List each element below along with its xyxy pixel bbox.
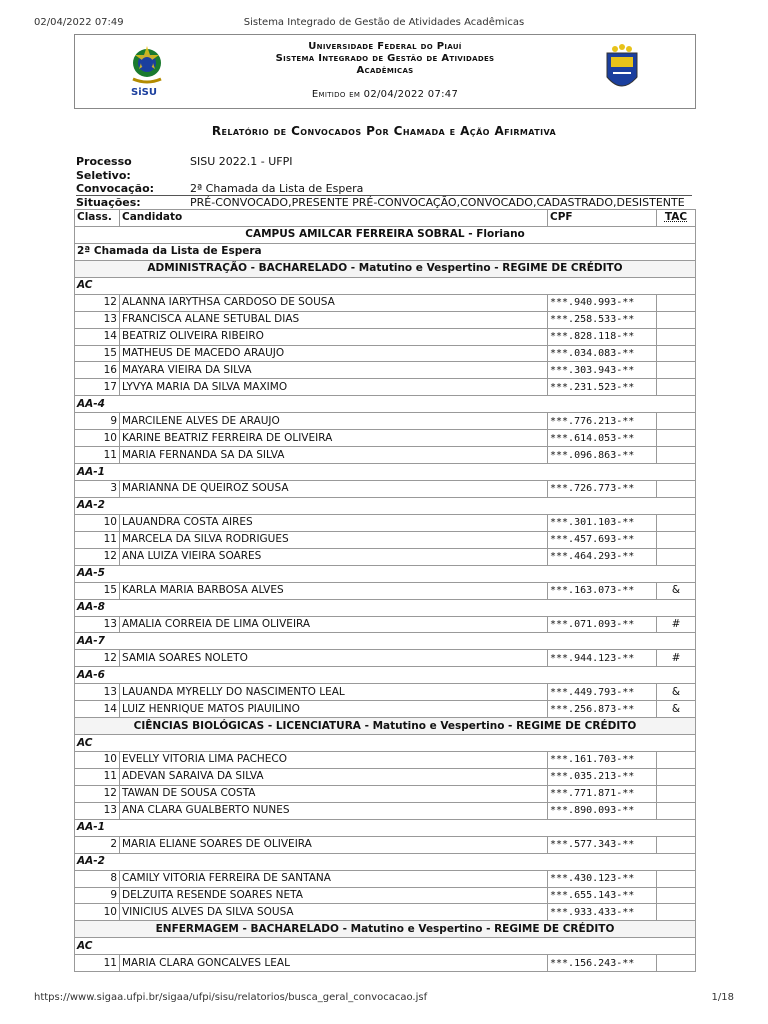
table-row — [75, 362, 696, 379]
table-row — [75, 684, 696, 701]
situacoes-value: PRÉ-CONVOCADO,PRESENTE PRÉ-CONVOCAÇÃO,CONVOCADO,CADASTRADO,DESISTENTE — [190, 195, 685, 209]
chamada-label: 2ª Chamada da Lista de Espera — [75, 243, 696, 260]
course-row — [75, 921, 696, 938]
tac-cell — [657, 345, 696, 362]
cpf-cell: ***.071.093-** — [548, 616, 657, 633]
table-row — [75, 413, 696, 430]
class-cell: 8 — [75, 870, 120, 887]
cpf-cell: ***.301.103-** — [548, 514, 657, 531]
group-label: AA-5 — [75, 565, 696, 582]
table-row — [75, 802, 696, 819]
group-label: AA-1 — [75, 464, 696, 481]
sisu-logo-text: SiSU — [131, 87, 157, 98]
table-row — [75, 904, 696, 921]
table-row — [75, 870, 696, 887]
group-label: AA-8 — [75, 599, 696, 616]
candidate-name-cell: DELZUITA RESENDE SOARES NETA — [120, 887, 548, 904]
group-row — [75, 497, 696, 514]
class-cell: 10 — [75, 514, 120, 531]
tac-cell: & — [657, 582, 696, 599]
tac-cell: # — [657, 616, 696, 633]
tac-cell: & — [657, 701, 696, 718]
class-cell: 14 — [75, 701, 120, 718]
tac-cell — [657, 836, 696, 853]
group-row — [75, 396, 696, 413]
table-row — [75, 514, 696, 531]
cpf-cell: ***.034.083-** — [548, 345, 657, 362]
candidate-name-cell: MATHEUS DE MACEDO ARAUJO — [120, 345, 548, 362]
report-title: Relatório de Convocados Por Chamada e Ação Afirmativa — [211, 124, 557, 138]
tac-cell — [657, 768, 696, 785]
candidate-name-cell: MARIA FERNANDA SA DA SILVA — [120, 447, 548, 464]
table-row — [75, 955, 696, 972]
group-label: AA-1 — [75, 819, 696, 836]
group-row — [75, 853, 696, 870]
tac-cell: # — [657, 650, 696, 667]
table-row — [75, 379, 696, 396]
tac-cell — [657, 955, 696, 972]
group-label: AA-2 — [75, 853, 696, 870]
class-cell: 12 — [75, 294, 120, 311]
table-row — [75, 887, 696, 904]
print-url: https://www.sigaa.ufpi.br/sigaa/ufpi/sisu/relatorios/busca_geral_convocacao.jsf — [34, 992, 428, 1003]
cpf-cell: ***.940.993-** — [548, 294, 657, 311]
table-row — [75, 481, 696, 498]
course-label: ADMINISTRAÇÃO - BACHARELADO - Matutino e Vespertino - REGIME DE CRÉDITO — [75, 260, 696, 277]
cpf-cell: ***.726.773-** — [548, 481, 657, 498]
course-label: ENFERMAGEM - BACHARELADO - Matutino e Vespertino - REGIME DE CRÉDITO — [75, 921, 696, 938]
group-row — [75, 565, 696, 582]
class-cell: 12 — [75, 650, 120, 667]
col-candidato-header: Candidato — [120, 210, 548, 227]
tac-cell — [657, 548, 696, 565]
tac-cell — [657, 887, 696, 904]
group-label: AA-4 — [75, 396, 696, 413]
tac-cell — [657, 870, 696, 887]
course-label: CIÊNCIAS BIOLÓGICAS - LICENCIATURA - Matutino e Vespertino - REGIME DE CRÉDITO — [75, 718, 696, 735]
class-cell: 16 — [75, 362, 120, 379]
candidate-name-cell: EVELLY VITORIA LIMA PACHECO — [120, 752, 548, 769]
table-row — [75, 582, 696, 599]
candidate-name-cell: MAYARA VIEIRA DA SILVA — [120, 362, 548, 379]
group-row — [75, 599, 696, 616]
candidate-name-cell: MARIA CLARA GONCALVES LEAL — [120, 955, 548, 972]
class-cell: 15 — [75, 582, 120, 599]
cpf-cell: ***.933.433-** — [548, 904, 657, 921]
cpf-cell: ***.464.293-** — [548, 548, 657, 565]
col-cpf-header: CPF — [548, 210, 657, 227]
ufpi-crest-icon — [605, 43, 639, 95]
report-meta — [76, 155, 685, 209]
campus-row — [75, 226, 696, 243]
class-cell: 15 — [75, 345, 120, 362]
cpf-cell: ***.258.533-** — [548, 311, 657, 328]
class-cell: 11 — [75, 955, 120, 972]
candidate-name-cell: AMALIA CORREIA DE LIMA OLIVEIRA — [120, 616, 548, 633]
convocacao-label: Convocação: — [76, 182, 155, 195]
candidate-name-cell: CAMILY VITORIA FERREIRA DE SANTANA — [120, 870, 548, 887]
candidate-name-cell: TAWAN DE SOUSA COSTA — [120, 785, 548, 802]
group-label: AA-7 — [75, 633, 696, 650]
table-row — [75, 768, 696, 785]
candidate-name-cell: LYVYA MARIA DA SILVA MAXIMO — [120, 379, 548, 396]
candidate-name-cell: ADEVAN SARAIVA DA SILVA — [120, 768, 548, 785]
tac-cell — [657, 328, 696, 345]
group-row — [75, 938, 696, 955]
cpf-cell: ***.163.073-** — [548, 582, 657, 599]
candidate-name-cell: LAUANDRA COSTA AIRES — [120, 514, 548, 531]
cpf-cell: ***.303.943-** — [548, 362, 657, 379]
class-cell: 13 — [75, 802, 120, 819]
col-tac-header: TAC — [657, 210, 696, 227]
table-row — [75, 328, 696, 345]
tac-cell — [657, 413, 696, 430]
course-row — [75, 260, 696, 277]
course-row — [75, 718, 696, 735]
table-row — [75, 311, 696, 328]
group-label: AC — [75, 938, 696, 955]
cpf-cell: ***.096.863-** — [548, 447, 657, 464]
print-datetime: 02/04/2022 07:49 — [34, 17, 124, 28]
group-row — [75, 633, 696, 650]
col-class-header: Class. — [75, 210, 120, 227]
table-row — [75, 650, 696, 667]
group-row — [75, 277, 696, 294]
cpf-cell: ***.577.343-** — [548, 836, 657, 853]
table-row — [75, 701, 696, 718]
emitido-em: Emitido em 02/04/2022 07:47 — [311, 89, 459, 100]
group-label: AC — [75, 735, 696, 752]
candidate-name-cell: LAUANDA MYRELLY DO NASCIMENTO LEAL — [120, 684, 548, 701]
group-row — [75, 819, 696, 836]
group-row — [75, 667, 696, 684]
table-header-row — [75, 210, 696, 227]
convocados-table — [74, 209, 696, 972]
group-label: AA-6 — [75, 667, 696, 684]
cpf-cell: ***.156.243-** — [548, 955, 657, 972]
cpf-cell: ***.828.118-** — [548, 328, 657, 345]
processo-value: SISU 2022.1 - UFPI — [190, 155, 293, 168]
tac-cell — [657, 481, 696, 498]
candidate-name-cell: ALANNA IARYTHSA CARDOSO DE SOUSA — [120, 294, 548, 311]
convocacao-value: 2ª Chamada da Lista de Espera — [190, 182, 364, 195]
class-cell: 17 — [75, 379, 120, 396]
table-row — [75, 548, 696, 565]
class-cell: 3 — [75, 481, 120, 498]
cpf-cell: ***.614.053-** — [548, 430, 657, 447]
candidate-name-cell: MARIANNA DE QUEIROZ SOUSA — [120, 481, 548, 498]
cpf-cell: ***.776.213-** — [548, 413, 657, 430]
institution-name: Universidade Federal do Piauí Sistema Integrado de Gestão de Atividades Acadêmicas — [275, 41, 495, 76]
class-cell: 12 — [75, 548, 120, 565]
cpf-cell: ***.890.093-** — [548, 802, 657, 819]
table-row — [75, 447, 696, 464]
class-cell: 10 — [75, 430, 120, 447]
class-cell: 11 — [75, 768, 120, 785]
tac-cell — [657, 785, 696, 802]
table-row — [75, 345, 696, 362]
cpf-cell: ***.035.213-** — [548, 768, 657, 785]
candidate-name-cell: BEATRIZ OLIVEIRA RIBEIRO — [120, 328, 548, 345]
cpf-cell: ***.231.523-** — [548, 379, 657, 396]
candidate-name-cell: SAMIA SOARES NOLETO — [120, 650, 548, 667]
print-title: Sistema Integrado de Gestão de Atividades Acadêmicas — [243, 17, 525, 28]
campus-label: CAMPUS AMILCAR FERREIRA SOBRAL - Floriano — [75, 226, 696, 243]
tac-cell — [657, 294, 696, 311]
candidate-name-cell: FRANCISCA ALANE SETUBAL DIAS — [120, 311, 548, 328]
cpf-cell: ***.457.693-** — [548, 531, 657, 548]
table-row — [75, 531, 696, 548]
candidate-name-cell: KARINE BEATRIZ FERREIRA DE OLIVEIRA — [120, 430, 548, 447]
class-cell: 13 — [75, 616, 120, 633]
class-cell: 2 — [75, 836, 120, 853]
divider — [76, 195, 692, 196]
class-cell: 10 — [75, 904, 120, 921]
table-row — [75, 616, 696, 633]
cpf-cell: ***.430.123-** — [548, 870, 657, 887]
class-cell: 10 — [75, 752, 120, 769]
situacoes-label: Situações: — [76, 195, 141, 209]
class-cell: 14 — [75, 328, 120, 345]
class-cell: 9 — [75, 413, 120, 430]
cpf-cell: ***.449.793-** — [548, 684, 657, 701]
tac-cell — [657, 379, 696, 396]
page-number: 1/18 — [711, 992, 734, 1003]
group-label: AC — [75, 277, 696, 294]
processo-label: Processo Seletivo: — [76, 155, 132, 182]
cpf-cell: ***.655.143-** — [548, 887, 657, 904]
candidate-name-cell: MARCELA DA SILVA RODRIGUES — [120, 531, 548, 548]
table-row — [75, 785, 696, 802]
class-cell: 11 — [75, 531, 120, 548]
class-cell: 12 — [75, 785, 120, 802]
group-row — [75, 735, 696, 752]
tac-cell — [657, 904, 696, 921]
report-header — [74, 34, 696, 109]
tac-cell — [657, 311, 696, 328]
class-cell: 9 — [75, 887, 120, 904]
candidate-name-cell: VINICIUS ALVES DA SILVA SOUSA — [120, 904, 548, 921]
candidate-name-cell: MARCILENE ALVES DE ARAUJO — [120, 413, 548, 430]
cpf-cell: ***.771.871-** — [548, 785, 657, 802]
class-cell: 11 — [75, 447, 120, 464]
table-row — [75, 836, 696, 853]
cpf-cell: ***.944.123-** — [548, 650, 657, 667]
table-row — [75, 294, 696, 311]
group-label: AA-2 — [75, 497, 696, 514]
cpf-cell: ***.256.873-** — [548, 701, 657, 718]
candidate-name-cell: MARIA ELIANE SOARES DE OLIVEIRA — [120, 836, 548, 853]
tac-cell — [657, 447, 696, 464]
tac-cell — [657, 362, 696, 379]
cpf-cell: ***.161.703-** — [548, 752, 657, 769]
tac-cell — [657, 514, 696, 531]
class-cell: 13 — [75, 311, 120, 328]
table-row — [75, 430, 696, 447]
tac-cell — [657, 531, 696, 548]
group-row — [75, 464, 696, 481]
candidate-name-cell: ANA LUIZA VIEIRA SOARES — [120, 548, 548, 565]
table-row — [75, 752, 696, 769]
tac-cell — [657, 802, 696, 819]
candidate-name-cell: LUIZ HENRIQUE MATOS PIAUILINO — [120, 701, 548, 718]
candidate-name-cell: KARLA MARIA BARBOSA ALVES — [120, 582, 548, 599]
tac-cell — [657, 752, 696, 769]
class-cell: 13 — [75, 684, 120, 701]
candidate-name-cell: ANA CLARA GUALBERTO NUNES — [120, 802, 548, 819]
tac-cell — [657, 430, 696, 447]
tac-cell: & — [657, 684, 696, 701]
chamada-row — [75, 243, 696, 260]
